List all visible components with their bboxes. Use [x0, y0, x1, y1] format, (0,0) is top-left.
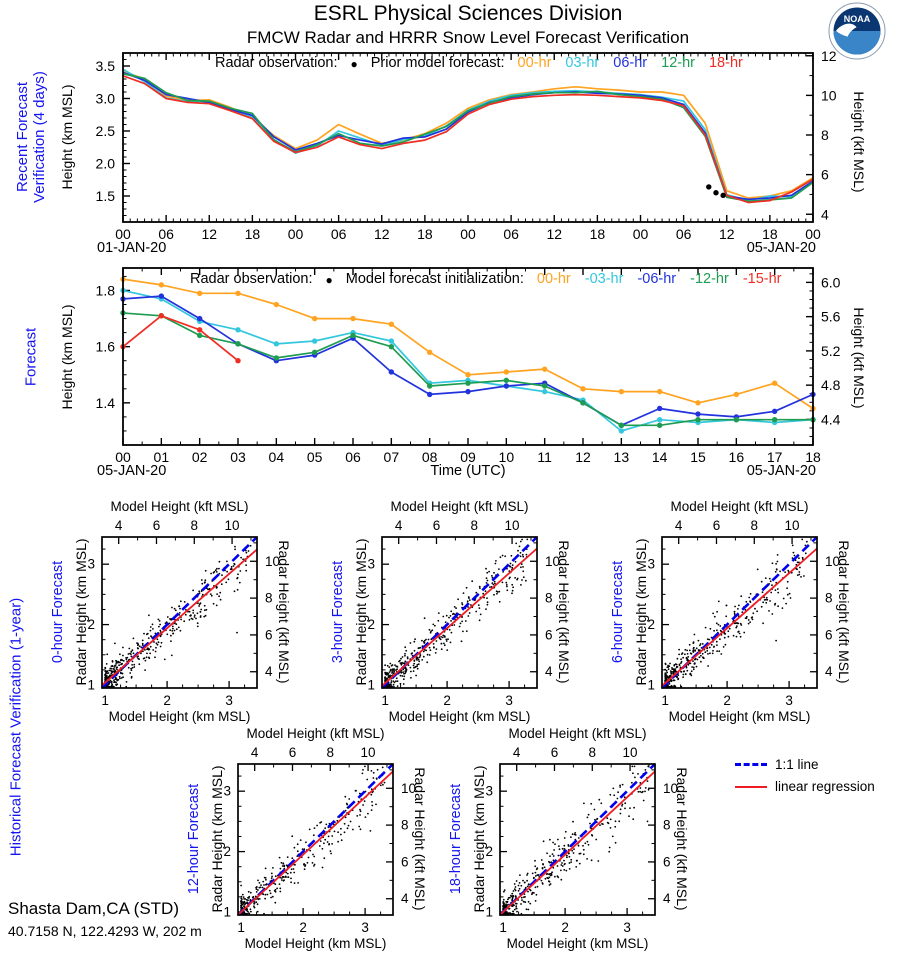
svg-text:00: 00	[460, 226, 476, 242]
svg-text:12: 12	[575, 449, 591, 465]
forecast-ylabel-km: Height (km MSL)	[59, 304, 75, 410]
station-coords: 40.7158 N, 122.4293 W, 202 m	[8, 923, 202, 939]
identity-line-sample	[735, 763, 767, 766]
svg-text:1.4: 1.4	[95, 394, 115, 411]
page-title: ESRL Physical Sciences Division	[313, 2, 623, 25]
svg-text:3: 3	[647, 556, 655, 572]
svg-text:8: 8	[588, 745, 597, 760]
svg-text:1: 1	[499, 920, 507, 935]
radar-dot-icon: ●	[350, 57, 358, 71]
scatter-12hour-top-axis-title: Model Height (kft MSL)	[246, 726, 385, 741]
regression-line-sample	[735, 786, 767, 788]
station-name: Shasta Dam,CA (STD)	[8, 899, 179, 918]
section-label-recent-line2: Verification (4 days)	[31, 71, 48, 203]
svg-text:1: 1	[485, 904, 493, 920]
svg-text:12: 12	[373, 226, 390, 242]
svg-text:4: 4	[394, 518, 403, 533]
svg-text:8: 8	[190, 518, 199, 533]
svg-text:13: 13	[613, 449, 630, 465]
svg-text:04: 04	[268, 449, 285, 465]
recent-verification-chart	[0, 50, 898, 265]
scatter-6hour-top-axis-title: Model Height (kft MSL)	[670, 499, 809, 514]
svg-text:10: 10	[663, 780, 679, 796]
svg-text:3.0: 3.0	[95, 90, 115, 107]
svg-text:6: 6	[821, 166, 829, 183]
svg-text:1.5: 1.5	[95, 188, 115, 204]
svg-text:3: 3	[367, 556, 375, 572]
svg-text:12: 12	[546, 226, 563, 242]
section-label-forecast	[23, 328, 40, 386]
svg-text:1.8: 1.8	[95, 282, 115, 299]
svg-text:06: 06	[503, 226, 519, 242]
legend-item-12-hr: 12-hr	[661, 55, 695, 71]
page-subtitle: FMCW Radar and HRRR Snow Level Forecast Verification	[246, 28, 690, 47]
svg-text:06: 06	[345, 449, 361, 465]
svg-text:8: 8	[545, 590, 553, 606]
svg-text:8: 8	[821, 127, 829, 144]
svg-text:8: 8	[401, 817, 409, 833]
section-label-forecast-line1: Forecast	[22, 327, 40, 387]
legend-items-forecast	[537, 271, 782, 287]
scatter-3hour-ylabel-km: Radar Height (km MSL)	[353, 538, 369, 686]
scatter-18hour-bottom-axis-title: Model Height (km MSL)	[506, 936, 649, 951]
svg-text:02: 02	[191, 449, 208, 465]
svg-text:8: 8	[470, 518, 479, 533]
svg-text:6: 6	[550, 745, 559, 760]
svg-text:6: 6	[663, 854, 671, 870]
svg-text:5.2: 5.2	[821, 342, 841, 359]
svg-text:3: 3	[485, 783, 493, 799]
legend-item-03-hr: 03-hr	[565, 55, 600, 71]
svg-text:09: 09	[460, 449, 476, 465]
scatter-6hour-ylabel-kft: Radar Height (kft MSL)	[836, 540, 852, 684]
svg-text:3: 3	[505, 693, 513, 708]
scatter-3hour-label: 3-hour Forecast	[330, 560, 346, 664]
svg-text:16: 16	[728, 449, 745, 465]
model-forecast-label: Prior model forecast:	[370, 55, 505, 71]
recent-ylabel-km: Height (km MSL)	[59, 84, 75, 190]
svg-text:08: 08	[421, 449, 438, 465]
svg-text:3: 3	[623, 920, 631, 935]
svg-text:6: 6	[265, 627, 273, 643]
svg-text:8: 8	[750, 518, 759, 533]
svg-text:00: 00	[632, 226, 649, 242]
legend-item-neg-06-hr: -06-hr	[637, 271, 677, 287]
svg-text:10: 10	[224, 518, 240, 533]
svg-text:10: 10	[784, 518, 800, 533]
svg-text:8: 8	[326, 745, 335, 760]
svg-text:2: 2	[87, 617, 95, 633]
svg-text:6.0: 6.0	[821, 274, 841, 291]
svg-text:8: 8	[265, 590, 273, 606]
scatter-panel-12hour	[176, 722, 436, 956]
svg-text:00: 00	[805, 226, 821, 242]
svg-text:1: 1	[367, 677, 375, 693]
svg-text:18: 18	[805, 449, 821, 465]
radar-observation-label: Radar observation:	[215, 55, 338, 71]
section-label-historical: Historical Forecast Verification (1-year)	[7, 597, 25, 857]
svg-text:6: 6	[712, 518, 721, 533]
scatter-panel-18hour	[438, 722, 698, 956]
legend-item-neg-15-hr: -15-hr	[742, 271, 782, 287]
forecast-date-right: 05-JAN-20	[746, 463, 816, 479]
svg-text:03: 03	[230, 449, 246, 465]
svg-text:3: 3	[223, 783, 231, 799]
svg-text:14: 14	[651, 449, 668, 465]
section-label-recent	[14, 71, 48, 203]
svg-text:11: 11	[537, 449, 552, 465]
svg-text:10: 10	[498, 449, 515, 465]
scatter-3hour-ylabel-kft: Radar Height (kft MSL)	[556, 540, 572, 684]
scatter-18hour-ylabel-kft: Radar Height (kft MSL)	[674, 767, 690, 911]
legend-item-00-hr: 00-hr	[517, 55, 552, 71]
scatter-panel-6hour	[600, 495, 860, 735]
svg-text:10: 10	[821, 87, 837, 104]
svg-text:6: 6	[401, 854, 409, 870]
svg-text:06: 06	[158, 226, 174, 242]
svg-text:3.5: 3.5	[95, 58, 115, 74]
svg-text:3: 3	[361, 920, 369, 935]
svg-text:2: 2	[647, 617, 655, 633]
scatter-panel-0hour	[40, 495, 300, 735]
svg-text:4: 4	[674, 518, 683, 533]
svg-text:10: 10	[825, 553, 841, 569]
svg-text:4: 4	[821, 206, 829, 223]
svg-text:10: 10	[545, 553, 561, 569]
legend-item-neg-12-hr: -12-hr	[690, 271, 729, 287]
svg-text:01: 01	[153, 449, 170, 465]
forecast-chart	[0, 265, 898, 485]
regression-line-label: linear regression	[775, 779, 875, 794]
svg-text:4: 4	[114, 518, 123, 533]
svg-text:1: 1	[223, 904, 231, 920]
scatter-12hour-ylabel-kft: Radar Height (kft MSL)	[412, 767, 428, 911]
svg-text:2: 2	[367, 617, 375, 633]
svg-text:2.0: 2.0	[95, 155, 115, 172]
identity-line-label: 1:1 line	[775, 757, 819, 772]
svg-text:10: 10	[504, 518, 520, 533]
radar-observation-label-2: Radar observation:	[190, 271, 313, 287]
legend-item-06-hr: 06-hr	[613, 55, 648, 71]
svg-text:4: 4	[250, 745, 259, 760]
svg-text:6: 6	[288, 745, 297, 760]
fit-line-legend	[735, 757, 875, 801]
recent-ylabel-kft: Height (kft MSL)	[851, 91, 867, 193]
svg-text:06: 06	[330, 226, 347, 242]
legend-item-neg-03-hr: -03-hr	[584, 271, 624, 287]
svg-text:3: 3	[225, 693, 233, 708]
svg-text:12: 12	[718, 226, 735, 242]
svg-text:6: 6	[432, 518, 441, 533]
legend-items-recent	[518, 55, 743, 71]
scatter-0hour-ylabel-km: Radar Height (km MSL)	[73, 538, 89, 686]
svg-text:4.8: 4.8	[821, 377, 841, 394]
svg-text:8: 8	[663, 817, 671, 833]
svg-text:2: 2	[223, 844, 231, 860]
svg-text:2: 2	[163, 693, 171, 708]
svg-text:1.6: 1.6	[95, 338, 115, 355]
svg-text:8: 8	[825, 590, 833, 606]
svg-text:2: 2	[485, 844, 493, 860]
svg-text:00: 00	[115, 226, 131, 242]
svg-text:10: 10	[360, 745, 376, 760]
scatter-3hour-bottom-axis-title: Model Height (km MSL)	[388, 709, 531, 724]
noaa-logo-text: NOAA	[843, 14, 871, 24]
svg-text:18: 18	[589, 226, 606, 242]
svg-text:1: 1	[87, 677, 95, 693]
svg-text:4: 4	[825, 664, 833, 680]
svg-text:2.5: 2.5	[95, 123, 115, 139]
section-label-recent-line1: Recent Forecast	[14, 81, 31, 193]
forecast-date-left: 05-JAN-20	[97, 463, 167, 479]
svg-text:4: 4	[663, 891, 671, 907]
svg-text:18: 18	[244, 226, 261, 242]
svg-text:1: 1	[237, 920, 245, 935]
legend-item-00-hr: 00-hr	[536, 271, 571, 287]
svg-text:06: 06	[675, 226, 692, 242]
scatter-12hour-bottom-axis-title: Model Height (km MSL)	[244, 936, 387, 951]
scatter-6hour-bottom-axis-title: Model Height (km MSL)	[668, 709, 811, 724]
svg-text:2: 2	[723, 693, 731, 708]
forecast-ylabel-kft: Height (kft MSL)	[851, 307, 867, 409]
svg-text:15: 15	[690, 449, 706, 465]
scatter-0hour-ylabel-kft: Radar Height (kft MSL)	[276, 540, 292, 684]
svg-text:6: 6	[152, 518, 161, 533]
svg-text:2: 2	[443, 693, 451, 708]
svg-text:10: 10	[265, 553, 281, 569]
forecast-chart-legend	[190, 271, 782, 287]
scatter-18hour-top-axis-title: Model Height (kft MSL)	[508, 726, 647, 741]
svg-text:12: 12	[201, 226, 218, 242]
scatter-6hour-ylabel-km: Radar Height (km MSL)	[633, 538, 649, 686]
scatter-0hour-label: 0-hour Forecast	[50, 560, 66, 664]
svg-text:4: 4	[401, 891, 409, 907]
svg-text:2: 2	[299, 920, 307, 935]
svg-text:4: 4	[265, 664, 273, 680]
svg-text:1: 1	[647, 677, 655, 693]
svg-text:00: 00	[115, 449, 131, 465]
radar-dot-icon-2: ●	[325, 273, 333, 287]
svg-text:18: 18	[762, 226, 778, 242]
time-utc-label: Time (UTC)	[430, 463, 506, 479]
scatter-12hour-label: 12-hour Forecast	[186, 783, 202, 895]
svg-text:10: 10	[622, 745, 638, 760]
svg-text:05: 05	[306, 449, 323, 465]
svg-text:3: 3	[785, 693, 793, 708]
recent-date-right: 05-JAN-20	[746, 240, 816, 256]
model-init-label: Model forecast initialization:	[345, 271, 524, 287]
legend-item-18-hr: 18-hr	[708, 55, 743, 71]
svg-text:4.4: 4.4	[821, 411, 841, 428]
recent-chart-legend	[215, 55, 743, 71]
scatter-3hour-top-axis-title: Model Height (kft MSL)	[390, 499, 529, 514]
svg-text:1: 1	[101, 693, 109, 708]
svg-text:12: 12	[821, 50, 837, 64]
svg-text:1: 1	[661, 693, 669, 708]
scatter-0hour-bottom-axis-title: Model Height (km MSL)	[108, 709, 251, 724]
scatter-12hour-ylabel-km: Radar Height (km MSL)	[209, 765, 225, 913]
svg-text:17: 17	[766, 449, 783, 465]
svg-text:1: 1	[381, 693, 389, 708]
svg-text:2: 2	[561, 920, 569, 935]
svg-text:07: 07	[383, 449, 400, 465]
scatter-18hour-label: 18-hour Forecast	[448, 783, 464, 895]
scatter-panel-3hour	[320, 495, 580, 735]
svg-text:00: 00	[287, 226, 304, 242]
svg-text:10: 10	[401, 780, 417, 796]
svg-text:5.6: 5.6	[821, 308, 841, 325]
svg-text:6: 6	[825, 627, 833, 643]
scatter-6hour-label: 6-hour Forecast	[610, 560, 626, 664]
svg-text:3: 3	[87, 556, 95, 572]
svg-text:4: 4	[512, 745, 521, 760]
recent-date-left: 01-JAN-20	[97, 240, 167, 256]
svg-text:6: 6	[545, 627, 553, 643]
svg-text:18: 18	[417, 226, 433, 242]
scatter-0hour-top-axis-title: Model Height (kft MSL)	[110, 499, 249, 514]
scatter-18hour-ylabel-km: Radar Height (km MSL)	[471, 765, 487, 913]
svg-text:4: 4	[545, 664, 553, 680]
